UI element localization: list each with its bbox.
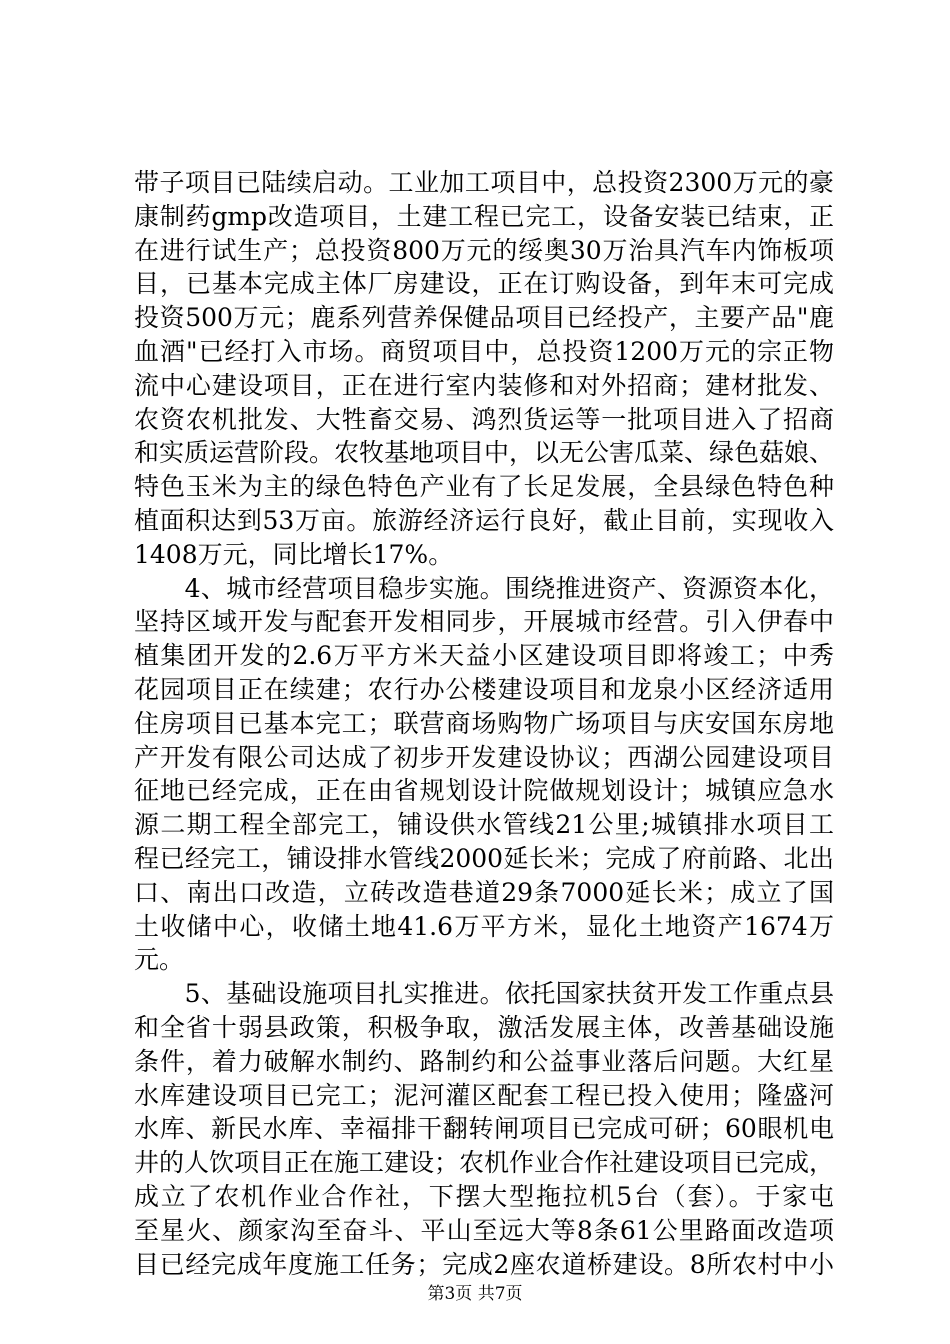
text-line: 土收储中心，收储土地41.6万平方米，显化土地资产1674万 xyxy=(134,911,834,941)
text-line: 水库建设项目已完工；泥河灌区配套工程已投入使用；隆盛河 xyxy=(134,1080,834,1110)
text-line: 带子项目已陆续启动。工业加工项目中，总投资2300万元的豪 xyxy=(134,168,834,197)
body-text xyxy=(134,166,834,1281)
text-line: 和实质运营阶段。农牧基地项目中，以无公害瓜菜、绿色菇娘、 xyxy=(134,438,835,468)
text-line: 1408万元，同比增长17%。 xyxy=(134,539,454,569)
text-line: 植面积达到53万亩。旅游经济运行良好，截止目前，实现收入 xyxy=(134,505,834,535)
text-line: 投资500万元；鹿系列营养保健品项目已经投产，主要产品"鹿 xyxy=(134,303,834,333)
text-line: 条件，着力破解水制约、路制约和公益事业落后问题。大红星 xyxy=(134,1046,834,1076)
text-line: 目已经完成年度施工任务；完成2座农道桥建设。8所农村中小 xyxy=(134,1249,834,1279)
text-line: 植集团开发的2.6万平方米天益小区建设项目即将竣工；中秀 xyxy=(134,641,834,671)
text-line: 和全省十弱县政策，积极争取，激活发展主体，改善基础设施 xyxy=(134,1012,834,1042)
text-line: 口、南出口改造，立砖改造巷道29条7000延长米；成立了国 xyxy=(134,877,834,907)
text-line: 流中心建设项目，正在进行室内装修和对外招商；建材批发、 xyxy=(134,370,834,400)
text-line: 5、基础设施项目扎实推进。依托国家扶贫开发工作重点县 xyxy=(134,979,834,1009)
text-line: 住房项目已基本完工；联营商场购物广场项目与庆安国东房地 xyxy=(134,708,834,738)
text-line: 特色玉米为主的绿色特色产业有了长足发展，全县绿色特色种 xyxy=(134,472,834,502)
text-line: 成立了农机作业合作社，下摆大型拖拉机5台（套）。于家屯 xyxy=(134,1181,834,1211)
text-line: 产开发有限公司达成了初步开发建设协议；西湖公园建设项目 xyxy=(134,742,834,772)
text-line: 元。 xyxy=(134,945,185,975)
text-line: 康制药gmp改造项目，土建工程已完工，设备安装已结束，正 xyxy=(134,201,834,231)
page-footer: 第3页 共7页 xyxy=(427,1284,523,1304)
text-line: 花园项目正在续建；农行办公楼建设项目和龙泉小区经济适用 xyxy=(134,674,834,704)
text-line: 至星火、颜家沟至奋斗、平山至远大等8条61公里路面改造项 xyxy=(134,1215,834,1245)
text-line: 程已经完工，铺设排水管线2000延长米；完成了府前路、北出 xyxy=(134,843,834,873)
text-line: 征地已经完成，正在由省规划设计院做规划设计；城镇应急水 xyxy=(134,776,834,806)
text-line: 目，已基本完成主体厂房建设，正在订购设备，到年末可完成 xyxy=(134,269,834,299)
text-line: 农资农机批发、大牲畜交易、鸿烈货运等一批项目进入了招商 xyxy=(134,404,834,434)
text-line: 在进行试生产；总投资800万元的绥奥30万治具汽车内饰板项 xyxy=(134,235,834,265)
text-line: 源二期工程全部完工，铺设供水管线21公里;城镇排水项目工 xyxy=(134,810,834,840)
text-line: 血酒"已经打入市场。商贸项目中，总投资1200万元的宗正物 xyxy=(134,336,834,366)
text-line: 坚持区域开发与配套开发相同步，开展城市经营。引入伊春中 xyxy=(134,607,834,637)
text-line: 4、城市经营项目稳步实施。围绕推进资产、资源资本化， xyxy=(134,573,834,603)
text-line: 井的人饮项目正在施工建设；农机作业合作社建设项目已完成， xyxy=(134,1148,835,1178)
text-line: 水库、新民水库、幸福排干翻转闸项目已完成可研；60眼机电 xyxy=(134,1114,834,1144)
